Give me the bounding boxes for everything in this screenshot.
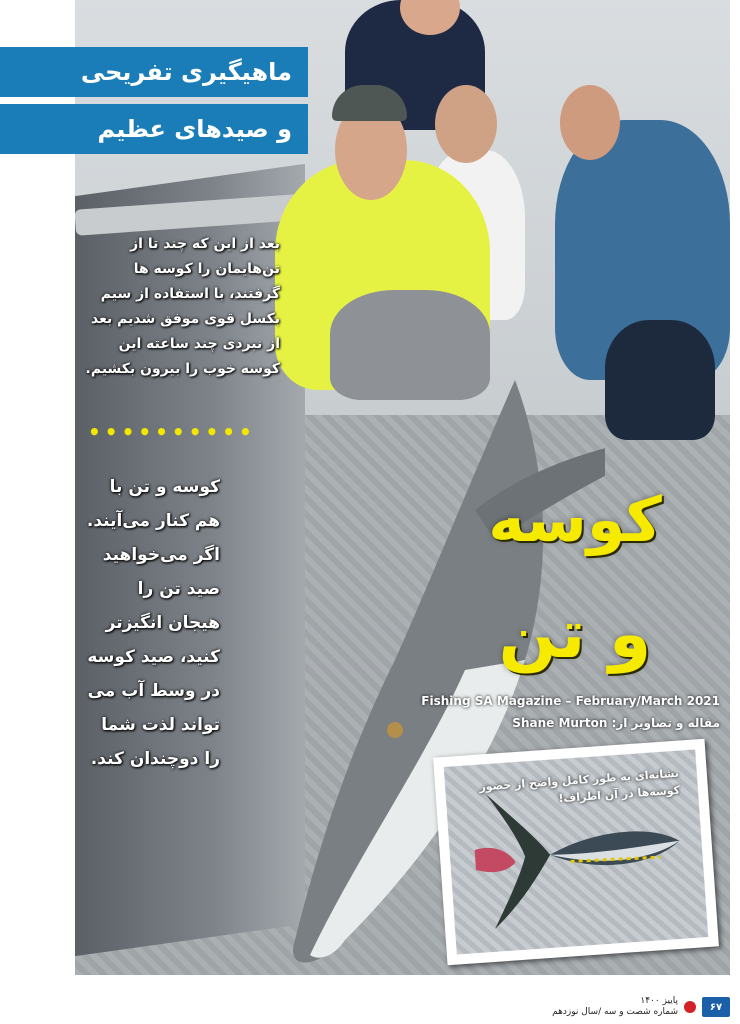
footer-issue: شماره شصت و سه /سال نوزدهم: [552, 1007, 678, 1017]
byline-author: Shane Murton: [512, 716, 608, 730]
intro-caption: بعد از این که چند تا از تن‌هایمان را کوسه ها گرفتند، با استفاده از سیم بکسل قوی موفق شدیم بعد از نبردی چند ساعته این کوسه خوب را بیرون بکشیم.: [85, 236, 280, 377]
footer-text: [552, 996, 678, 1018]
inset-caption: نشانه‌ای به طور کامل واضح از حضور کوسه‌ها در آن اطراف!: [478, 766, 681, 806]
header-line-1: ماهیگیری تفریحی: [80, 58, 292, 86]
byline: [512, 716, 720, 730]
source-credit: Fishing SA Magazine – February/March 2021: [421, 694, 720, 708]
title-line-2: و تن: [498, 595, 652, 674]
lead-caption: کوسه و تن با هم کنار می‌آیند. اگر می‌خواهید صید تن را هیجان انگیزتر کنید، صید کوسه در وسط آب می تواند لذت شما را دوچندان کند.: [86, 477, 220, 769]
header-line-2: و صیدهای عظیم: [97, 115, 292, 143]
byline-label: مقاله و تصاویر از:: [611, 716, 720, 730]
header-bar-1: [0, 47, 308, 97]
inset-photo: [444, 749, 709, 954]
divider-dots: ••••••••••: [88, 420, 256, 444]
magazine-logo-icon: [684, 1001, 696, 1013]
inset-photo-frame: [433, 739, 719, 965]
footer-season: پاییز ۱۴۰۰: [640, 996, 678, 1006]
page-footer: [552, 996, 730, 1018]
person-white-shirt-head: [435, 85, 497, 163]
page-number: ۶۷: [702, 997, 730, 1017]
title-line-1: کوسه: [488, 483, 662, 556]
header-bar-2: [0, 104, 308, 154]
person-blue-legs: [605, 320, 715, 440]
person-blue-shirt-head: [560, 85, 620, 160]
